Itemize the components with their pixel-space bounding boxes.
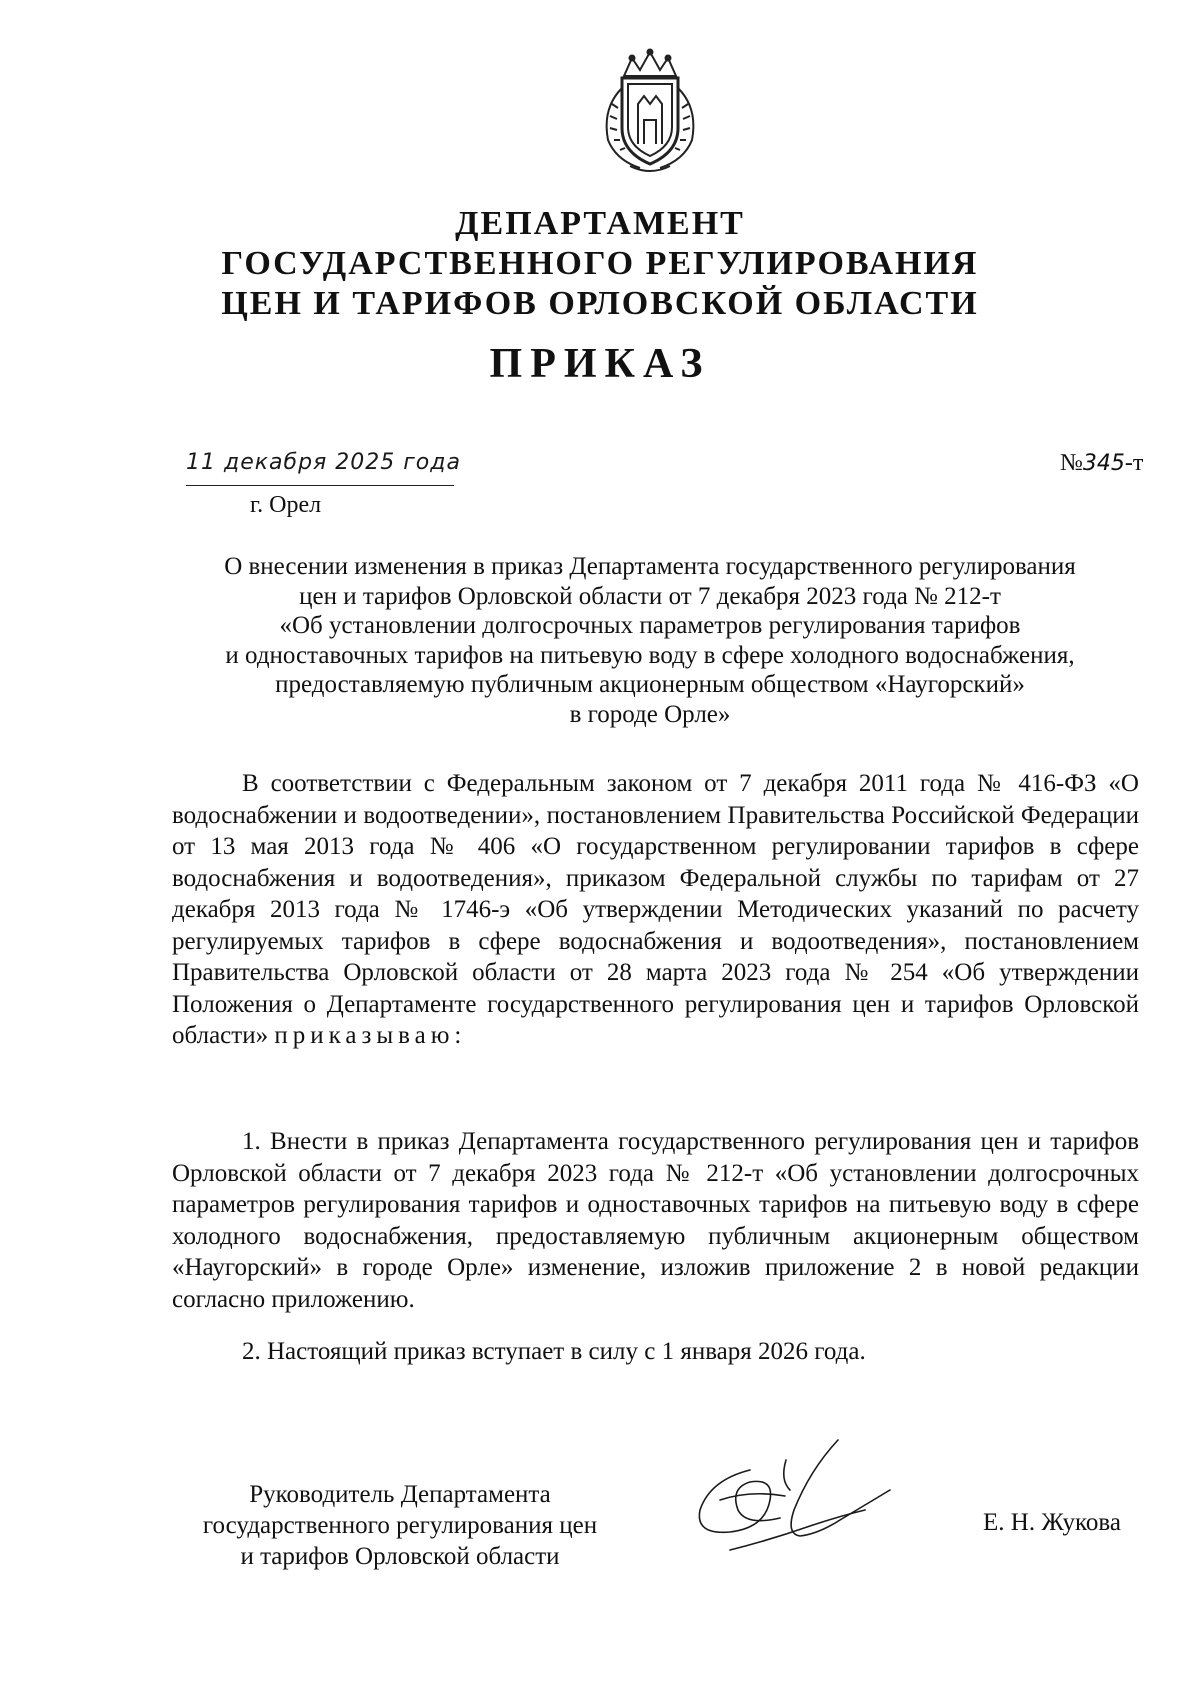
subject-line: предоставляемую публичным акционерным обществом «Наугорский» [275, 671, 1025, 698]
header-line-1: ДЕПАРТАМЕНТ [455, 205, 745, 242]
header-line-3: ЦЕН И ТАРИФОВ ОРЛОВСКОЙ ОБЛАСТИ [221, 285, 979, 322]
order-word: приказываю: [274, 1022, 467, 1049]
date-underline [186, 485, 454, 486]
number-suffix: -т [1124, 450, 1144, 476]
signatory-position [150, 1479, 650, 1572]
subject-line: и одноставочных тарифов на питьевую воду в сфере холодного водоснабжения, [225, 641, 1075, 669]
document-city: г. Орел [250, 492, 322, 518]
subject-line: цен и тарифов Орловской области от 7 декабря 2023 года № 212-т [299, 582, 1001, 610]
subject-line: О внесении изменения в приказ Департамента государственного регулирования [224, 553, 1076, 580]
order-item-1: 1. Внести в приказ Департамента государственного регулирования цен и тарифов Орловской области от 7 декабря 2023 года № 212-т «Об установлении долгосрочных параметров регулирования тарифов и одноставочных тарифов на питьевую воду в сфере холодного водоснабжения, предоставляемую публичным акционерным обществом «Наугорский» в городе Орле» изменение, изложив приложение 2 в новой редакции согласно приложению. [172, 1128, 1139, 1313]
signatory-position-line: Руководитель Департамента [249, 1481, 551, 1508]
preamble-paragraph [172, 768, 1139, 1052]
signatory-position-line: и тарифов Орловской области [240, 1543, 560, 1570]
document-type-title: ПРИКАЗ [489, 341, 711, 387]
order-item-2: 2. Настоящий приказ вступает в силу с 1 января 2026 года. [242, 1338, 866, 1365]
number-prefix: № [1060, 450, 1083, 476]
subject-line: «Об установлении долгосрочных параметров регулирования тарифов [279, 612, 1021, 639]
coat-of-arms-icon [594, 48, 706, 174]
department-header [0, 204, 1200, 324]
signatory-position-line: государственного регулирования цен [202, 1512, 598, 1539]
signatory-name: Е. Н. Жукова [983, 1509, 1121, 1536]
subject-line: в городе Орле» [569, 700, 731, 728]
document-subject [160, 552, 1140, 729]
preamble-text: В соответствии с Федеральным законом от 7 декабря 2011 года № 416-ФЗ «О водоснабжении и водоотведении», постановлением Правительства Российской Федерации от 13 мая 2013 года № 406 «О государственном регулировании тарифов в сфере водоснабжения и водоотведения», приказом Федеральной службы по тарифам от 27 декабря 2013 года № 1746-э «Об утверждении Методических указаний по расчету регулируемых тарифов в сфере водоснабжения и водоотведения», постановлением Правительства Орловской области от 28 марта 2023 года № 254 «Об утверждении Положения о Департаменте государственного регулирования цен и тарифов Орловской области» [172, 770, 1139, 1049]
header-line-2: ГОСУДАРСТВЕННОГО РЕГУЛИРОВАНИЯ [221, 245, 979, 282]
document-date: 11 декабря 2025 года [186, 450, 461, 475]
handwritten-signature [690, 1430, 900, 1580]
document-number [1060, 450, 1143, 477]
number-handwritten: 345 [1082, 451, 1125, 476]
